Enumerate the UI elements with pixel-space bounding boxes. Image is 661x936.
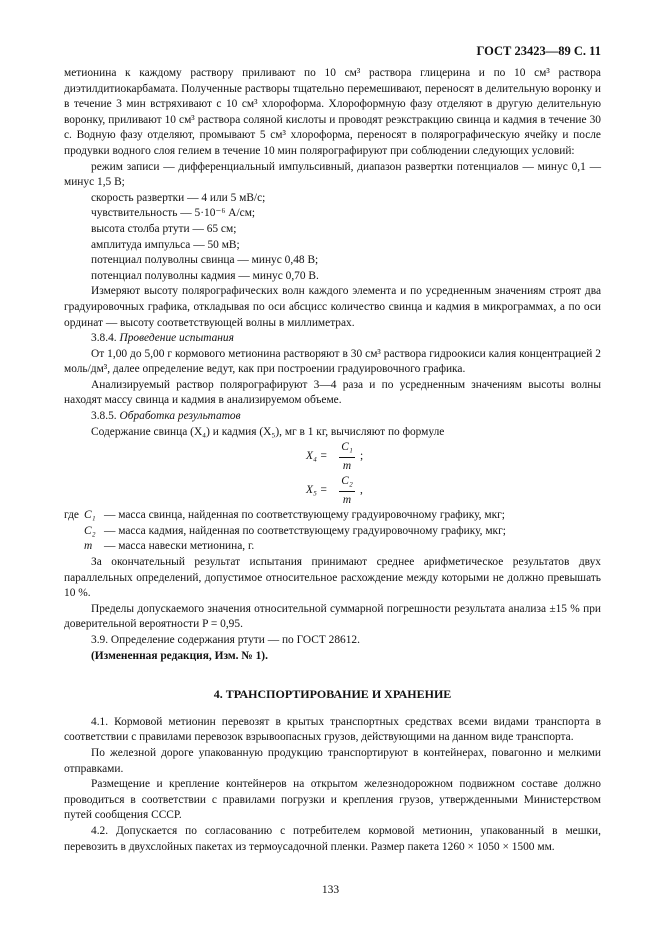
condition-item: скорость развертки — 4 или 5 мВ/с; (91, 191, 266, 204)
subsection-heading (64, 409, 601, 425)
condition-item: потенциал полуволны кадмия — минус 0,70 В. (91, 269, 319, 282)
paragraph: 3.9. Определение содержания ртути — по ГОСТ 28612. (91, 634, 360, 646)
conditions-list (91, 191, 601, 285)
formula-x4 (64, 440, 601, 474)
variable-description: — масса свинца, найденная по соответствующему градуировочному графику, мкг; (104, 509, 505, 522)
fraction-numerator: C₁ (339, 440, 355, 458)
page-header: ГОСТ 23423—89 С. 11 (476, 44, 601, 58)
variable-description: — масса кадмия, найденная по соответствующему градуировочному графику, мкг; (104, 524, 506, 537)
fraction-denominator: m (342, 459, 352, 472)
where-word: где (64, 509, 79, 522)
paragraph: От 1,00 до 5,00 г кормового метионина растворяют в 30 см³ раствора гидроокиси калия концентрацией 2 моль/дм³, далее определение ведут, как при построении градуировочного графика. (64, 347, 601, 376)
variable-symbol: C₂ (84, 524, 96, 537)
condition-item: амплитуда импульса — 50 мВ; (91, 238, 240, 251)
paragraph: По железной дороге упакованную продукцию транспортируют в контейнерах, повагонно и мелкими отправками. (64, 746, 601, 775)
formula-fraction (339, 440, 355, 474)
paragraph: Измеряют высоту полярографических волн каждого элемента и по усредненным значениям строят два градуировочных графика, откладывая по оси абсцисс количество свинца и кадмия в микрограммах, а по оси ординат — высоту соответствующей волны в миллиметрах. (64, 285, 601, 329)
variable-definition (64, 539, 601, 555)
paragraph: 4.2. Допускается по согласованию с потребителем кормовой метионин, упакованный в мешки, перевозить в двухслойных пакетах из термоусадочной пленки. Размер пакета 1260 × 1050 × 1500 мм. (64, 824, 601, 853)
paragraph: метионина к каждому раствору приливают по 10 см³ раствора глицерина и по 10 см³ раствора диэтилдитиокарбамата. Полученные растворы тщательно перемешивают, переносят в делительную воронку и в течение 3 мин встряхивают с 10 см³ хлороформа. Хлороформную фазу отделяют в другую делительную воронку, приливают 10 см³ раствора соляной кислоты и проводят реэкстракцию свинца и кадмия в течение 30 с. Водную фазу отделяют, промывают 5 см³ хлороформа, переносят в полярографическую ячейку и после продувки водного слоя гелием в течение 10 мин полярографируют при соблюдении следующих условий: (64, 67, 601, 157)
variable-description: — масса навески метионина, г. (104, 540, 255, 553)
variable-definition (64, 508, 601, 524)
paragraph: Анализируемый раствор полярографируют 3—4 раза и по усредненным значениям высоты волны находят массу свинца и кадмия в анализируемом объеме. (64, 378, 601, 407)
condition-item: режим записи — дифференциальный импульсивный, диапазон развертки потенциалов — минус 0,1 — минус 1,5 В; (64, 160, 601, 189)
paragraph: Пределы допускаемого значения относительной суммарной погрешности результата анализа ±15 % при доверительной вероятности P = 0,95. (64, 602, 601, 631)
subsection-number: 3.8.5. (91, 410, 117, 423)
page-number: 133 (321, 884, 340, 896)
formula-lhs: X₄ = (306, 450, 328, 463)
formula-fraction (339, 474, 355, 508)
formula-punct: , (360, 484, 363, 497)
condition-item: высота столба ртути — 65 см; (91, 222, 237, 235)
document-body (64, 66, 601, 855)
formula-x5 (64, 474, 601, 508)
variable-symbol: C₁ (84, 509, 96, 522)
condition-item: потенциал полуволны свинца — минус 0,48 В; (91, 254, 319, 267)
condition-item: чувствительность — 5·10⁻⁶ А/см; (91, 207, 256, 220)
section-heading: 4. ТРАНСПОРТИРОВАНИЕ И ХРАНЕНИЕ (213, 687, 452, 702)
paragraph: Размещение и крепление контейнеров на открытом железнодорожном подвижном составе должно проводиться в соответствии с правилами погрузки и крепления грузов, утвержденными Министерством путей сообщения СССР. (64, 778, 601, 822)
variable-definition (64, 524, 601, 540)
fraction-numerator: C₂ (339, 474, 355, 492)
subsection-number: 3.8.4. (91, 332, 117, 345)
amendment-note: (Измененная редакция, Изм. № 1). (91, 649, 268, 662)
subsection-title: Проведение испытания (119, 332, 234, 345)
variable-symbol: m (84, 540, 93, 553)
subsection-heading (64, 331, 601, 347)
paragraph: За окончательный результат испытания принимают среднее арифметическое результатов двух параллельных определений, допустимое относительное расхождение между которыми не должно превышать 10 %. (64, 556, 601, 600)
formula-lhs: X₅ = (306, 484, 328, 497)
paragraph: Содержание свинца (X₄) и кадмия (X₅), мг в 1 кг, вычисляют по формуле (91, 425, 445, 438)
formula-punct: ; (360, 450, 364, 463)
subsection-title: Обработка результатов (119, 410, 241, 423)
fraction-denominator: m (342, 493, 352, 506)
paragraph: 4.1. Кормовой метионин перевозят в крытых транспортных средствах всеми видами транспорта в соответствии с правилами перевозок взрывоопасных грузов, действующими на данном виде транспорта. (64, 715, 601, 744)
